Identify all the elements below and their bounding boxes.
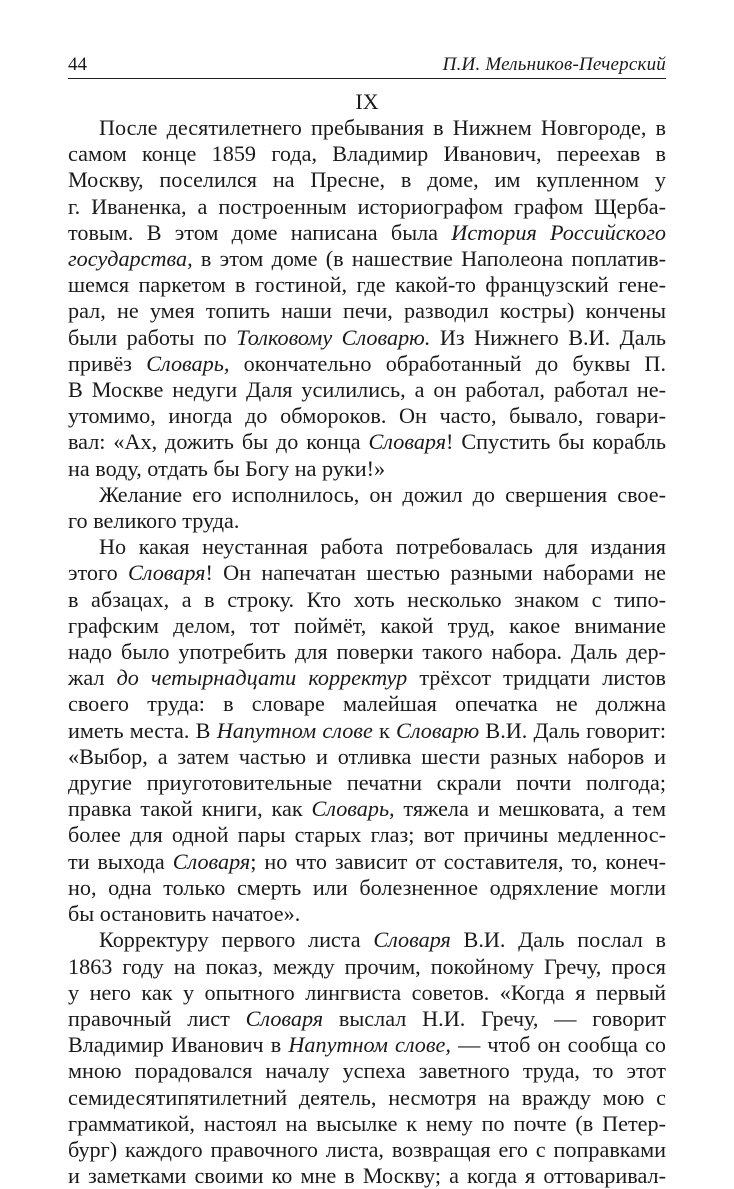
text-run: В.И. Даль послал в (450, 927, 666, 953)
italic-title: Словаря (245, 1005, 324, 1031)
text-run: Из Нижнего В.И. Даль (430, 324, 666, 350)
text-run: ! Он напечатан шестью разными наборами не (205, 560, 666, 586)
text-run: рал, не умея топить наши печи, разводил костры) кончены (68, 298, 666, 324)
text-run: привёз (68, 350, 147, 376)
text-run: Корректуру первого листа (99, 927, 374, 953)
italic-title: Словарь, (311, 796, 395, 822)
text-run: и заметками своими ко мне в Москву; а когда я оттоваривал- (68, 1163, 666, 1189)
text-line (68, 167, 666, 193)
text-run: к (372, 717, 397, 743)
text-run: трёхсот тридцати листов (407, 665, 666, 691)
paragraph (68, 927, 666, 1189)
page-number: 44 (68, 54, 87, 75)
text-line (68, 351, 666, 377)
text-run: — чтоб он сообща со (450, 1032, 666, 1058)
text-line (68, 613, 666, 639)
text-line (68, 691, 666, 717)
italic-title: Словаря (127, 560, 206, 586)
text-line (68, 325, 666, 351)
text-run: утомимо, иногда до обмороков. Он часто, бывало, говари- (68, 403, 666, 429)
text-run: Желание его исполнилось, он дожил до свершения свое- (99, 481, 666, 507)
text-run: были работы по (68, 324, 237, 350)
body-text (68, 115, 666, 1189)
italic-title: государства, (68, 246, 193, 272)
italic-title: История Российского (451, 219, 666, 245)
text-line (68, 954, 666, 980)
text-line (68, 403, 666, 429)
text-line (68, 770, 666, 796)
italic-title: Словарю (396, 717, 480, 743)
text-line (68, 587, 666, 613)
text-run: Москву, поселился на Пресне, в доме, им купленном у (68, 167, 666, 193)
text-line (68, 429, 666, 455)
text-run: окончательно обработанный до буквы П. (229, 350, 666, 376)
text-line (68, 508, 666, 534)
text-run: самом конце 1859 года, Владимир Иванович, переехав в (68, 141, 666, 167)
text-run: семидесятипятилетний деятель, несмотря на вражду мою с (68, 1084, 666, 1110)
italic-title: до четырнадцати корректур (116, 665, 408, 691)
book-page (68, 48, 666, 1189)
italic-title: Словаря (172, 848, 251, 874)
text-run: Владимир Иванович в (68, 1032, 289, 1058)
running-title: П.И. Мельников-Печерский (442, 54, 666, 75)
text-line (68, 744, 666, 770)
text-run: бы остановить начатое». (68, 901, 301, 927)
text-line (68, 298, 666, 324)
text-line (68, 456, 666, 482)
text-run: графским делом, тот поймёт, какой труд, какое внимание (68, 612, 666, 638)
italic-title: Толковому Словарю. (236, 324, 431, 350)
italic-title: Напутном слове (216, 717, 373, 743)
text-run: в этом доме (в нашествие Наполеона поплатив- (192, 246, 666, 272)
text-line (68, 927, 666, 953)
text-line (68, 115, 666, 141)
text-line (68, 796, 666, 822)
italic-title: Напутном слове, (288, 1032, 451, 1058)
text-run: вал: «Ах, дожить бы до конца (68, 429, 369, 455)
text-line (68, 220, 666, 246)
text-run: ; но что зависит от составителя, то, конеч- (250, 848, 666, 874)
text-run: выслал Н.И. Гречу, — говорит (323, 1005, 666, 1031)
text-run: в абзацах, а в строку. Кто хоть несколько знаком с типо- (68, 586, 666, 612)
text-run: го великого труда. (68, 508, 240, 534)
page-header (68, 48, 666, 79)
text-line (68, 639, 666, 665)
text-line (68, 194, 666, 220)
text-run: товым. В этом доме написана была (68, 219, 452, 245)
text-line (68, 1006, 666, 1032)
italic-title: Словарь, (146, 350, 230, 376)
paragraph (68, 482, 666, 534)
text-run: «Выбор, а затем частью и отливка шести разных наборов и (68, 743, 666, 769)
paragraph (68, 534, 666, 927)
text-run: иметь места. В (68, 717, 217, 743)
text-run: После десятилетнего пребывания в Нижнем Новгороде, в (99, 115, 666, 140)
text-run: бург) каждого правочного листа, возвращая его с поправками (68, 1136, 666, 1162)
text-line (68, 272, 666, 298)
italic-title: Словаря (368, 429, 447, 455)
paragraph (68, 115, 666, 482)
text-run: шемся паркетом в гостиной, где какой-то французский гене- (68, 272, 666, 298)
text-line (68, 377, 666, 403)
text-line (68, 1137, 666, 1163)
text-run: ! Спустить бы корабль (446, 429, 666, 455)
text-run: этого (68, 560, 128, 586)
text-line (68, 849, 666, 875)
text-run: на воду, отдать бы Богу на руки!» (68, 455, 386, 481)
text-line (68, 534, 666, 560)
text-run: В Москве недуги Даля усилились, а он работал, работал не- (68, 377, 666, 403)
text-run: г. Иваненка, а построенным историографом графом Щерба- (68, 193, 666, 219)
text-run: более для одной пары старых глаз; вот причины медленнос- (68, 822, 666, 848)
text-line (68, 875, 666, 901)
text-line (68, 141, 666, 167)
text-line (68, 246, 666, 272)
text-run: у него как у опытного лингвиста советов. «Когда я первый (68, 979, 666, 1005)
text-run: своего труда: в словаре малейшая опечатка не должна (68, 691, 666, 717)
text-run: В.И. Даль говорит: (479, 717, 666, 743)
text-line (68, 665, 666, 691)
text-line (68, 980, 666, 1006)
text-run: ти выхода (68, 848, 173, 874)
text-run: Но какая неустанная работа потребовалась для издания (99, 534, 666, 560)
text-line (68, 822, 666, 848)
text-line (68, 482, 666, 508)
text-line (68, 1058, 666, 1084)
italic-title: Словаря (373, 927, 451, 953)
text-run: но, одна только смерть или болезненное одряхление могли (68, 874, 666, 900)
text-run: жал (68, 665, 117, 691)
text-run: мною порадовался началу успеха заветного труда, то этот (68, 1058, 666, 1084)
text-run: грамматикой, настоял на высылке к нему по почте (в Петер- (68, 1110, 666, 1136)
text-line (68, 1163, 666, 1189)
text-run: правка такой книги, как (68, 796, 312, 822)
text-line (68, 718, 666, 744)
chapter-heading: IX (355, 89, 379, 114)
text-line (68, 1032, 666, 1058)
text-line (68, 901, 666, 927)
text-run: другие приуготовительные печатни скрали почти полгода; (68, 770, 666, 796)
text-run: надо было употребить для поверки такого набора. Даль дер- (68, 639, 666, 665)
text-run: 1863 году на показ, между прочим, покойному Гречу, прося (68, 953, 666, 979)
text-run: правочный лист (68, 1005, 246, 1031)
text-line (68, 1111, 666, 1137)
text-line (68, 560, 666, 586)
text-run: тяжела и мешковата, а тем (394, 796, 666, 822)
text-line (68, 1085, 666, 1111)
